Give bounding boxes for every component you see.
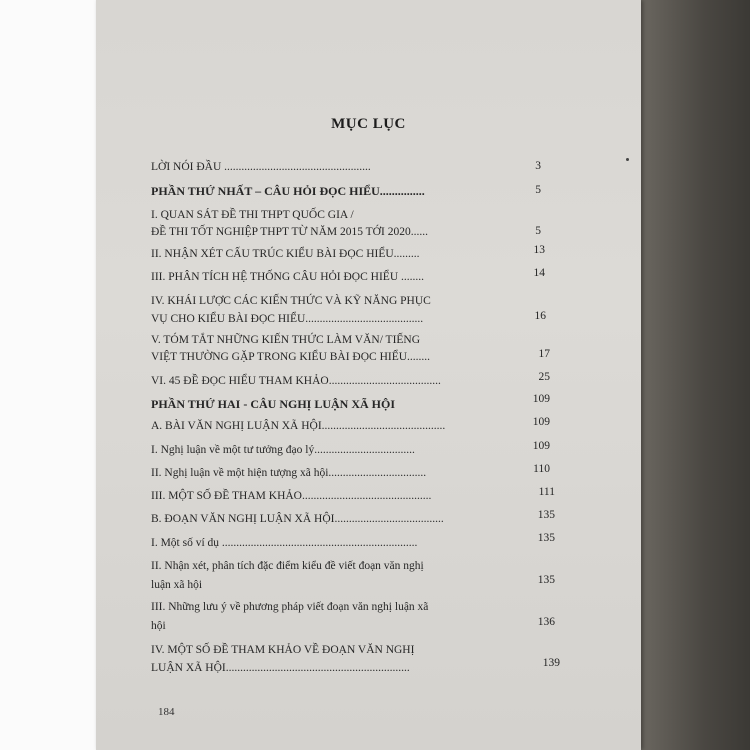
toc-entry: III. MỘT SỐ ĐỀ THAM KHẢO............................................. [151,490,432,502]
toc-entry: IV. MỘT SỐ ĐỀ THAM KHẢO VỀ ĐOẠN VĂN NGHỊ [151,644,415,656]
toc-page: 5 [535,225,541,237]
toc-entry: IV. KHÁI LƯỢC CÁC KIẾN THỨC VÀ KỸ NĂNG PHỤC [151,295,431,307]
toc-entry: PHẦN THỨ NHẤT – CÂU HỎI ĐỌC HIỂU............... [151,184,425,198]
toc-page: 135 [537,509,555,521]
toc-title: MỤC LỤC [331,116,406,132]
toc-entry: hội [151,620,166,632]
dark-surface [636,0,750,750]
toc-page: 139 [542,657,560,669]
toc-page: 5 [535,184,541,196]
toc-entry: VI. 45 ĐỀ ĐỌC HIỂU THAM KHẢO....................................... [151,375,441,387]
toc-page: 109 [532,393,550,405]
toc-page: 16 [534,310,546,322]
toc-entry: I. Một số ví dụ .................................................................... [151,537,418,549]
toc-entry: I. QUAN SÁT ĐỀ THI THPT QUỐC GIA / [151,209,354,221]
toc-page: 136 [537,616,555,628]
toc-entry: III. PHÂN TÍCH HỆ THỐNG CÂU HỎI ĐỌC HIỂU ........ [151,271,425,283]
toc-entry: B. ĐOẠN VĂN NGHỊ LUẬN XÃ HỘI...................................... [151,513,444,525]
toc-entry: VIỆT THƯỜNG GẶP TRONG KIỂU BÀI ĐỌC HIỂU........ [151,351,431,363]
toc-page: 110 [533,463,550,475]
toc-page: 3 [535,160,541,172]
toc-page: 109 [532,416,550,428]
toc-entry: LỜI NÓI ĐẦU ................................................... [151,161,371,173]
toc-entry: II. NHẬN XÉT CẤU TRÚC KIỂU BÀI ĐỌC HIỂU......... [151,248,420,260]
toc-page: 135 [537,574,555,586]
toc-entry: III. Những lưu ý về phương pháp viết đoạn văn nghị luận xã [151,601,429,613]
toc-page: 25 [538,371,550,383]
toc-page: 109 [532,440,550,452]
toc-entry: ĐỀ THI TỐT NGHIỆP THPT TỪ NĂM 2015 TỚI 2020...... [151,226,428,238]
toc-page: 17 [538,348,550,360]
toc-page: 135 [537,532,555,544]
toc-entry: A. BÀI VĂN NGHỊ LUẬN XÃ HỘI........................................... [151,420,446,432]
toc-page: 14 [533,267,545,279]
toc-entry: LUẬN XÃ HỘI................................................................ [151,662,410,674]
page-number: 184 [158,706,175,718]
toc-entry: VỤ CHO KIỂU BÀI ĐỌC HIỂU......................................... [151,313,424,325]
toc-entry: luận xã hội [151,579,203,591]
toc-entry: PHẦN THỨ HAI - CÂU NGHỊ LUẬN XÃ HỘI [151,397,396,411]
toc-page: 111 [538,486,555,498]
toc-page: 13 [533,244,545,256]
toc-entry: I. Nghị luận về một tư tưởng đạo lý................................... [151,444,415,456]
ink-mark [626,158,629,161]
toc-entry: II. Nghị luận về một hiện tượng xã hội.................................. [151,467,427,479]
toc-entry: II. Nhận xét, phân tích đặc điểm kiểu đề viết đoạn văn nghị [151,560,424,572]
toc-entry: V. TÓM TẮT NHỮNG KIẾN THỨC LÀM VĂN/ TIẾNG [151,334,421,346]
book-page [96,0,641,750]
